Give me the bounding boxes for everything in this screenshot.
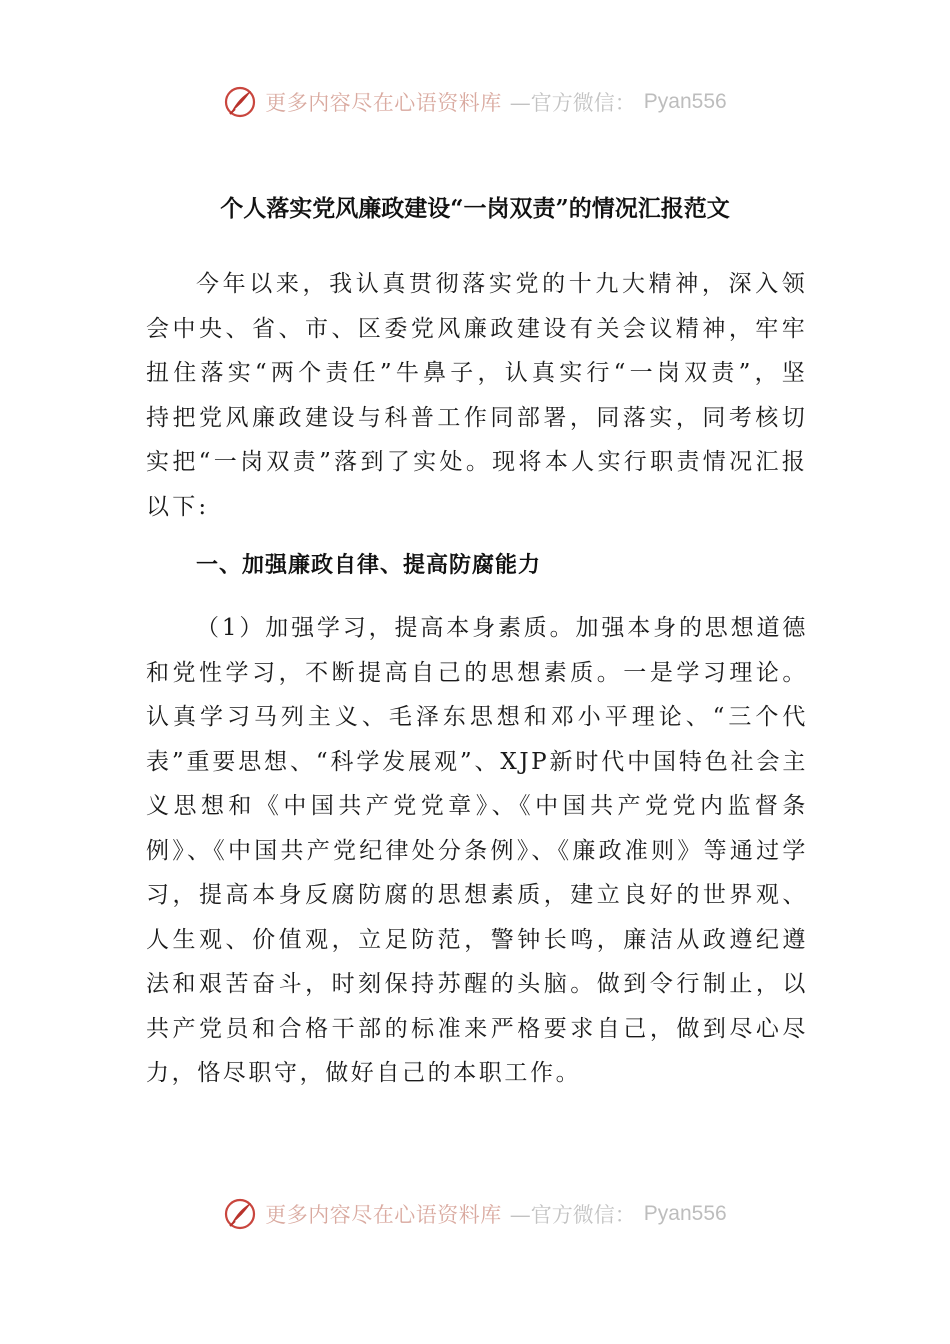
footer-watermark-banner [0,1192,950,1236]
banner-brand-text: 更多内容尽在心语资料库 [265,1203,502,1227]
quill-logo-icon [223,1197,257,1231]
banner-wechat-id: Pyan556 [643,1202,727,1225]
intro-paragraph: 今年以来，我认真贯彻落实党的十九大精神，深入领会中央、省、市、区委党风廉政建设有关会议精神，牢牢扭住落实“两个责任”牛鼻子，认真实行“一岗双责”，坚持把党风廉政建设与科普工作同部署，同落实，同考核切实把“一岗双责”落到了实处。现将本人实行职责情况汇报以下: [146,271,808,520]
banner-brand-text: 更多内容尽在心语资料库 [265,91,502,115]
body-paragraph: （1）加强学习，提高本身素质。加强本身的思想道德和党性学习，不断提高自己的思想素质。一是学习理论。认真学习马列主义、毛泽东思想和邓小平理论、“三个代表”重要思想、“科学发展观”、XJP新时代中国特色社会主义思想和《中国共产党党章》、《中国共产党党内监督条例》、《中国共产党纪律处分条例》、《廉政准则》等通过学习，提高本身反腐防腐的思想素质，建立良好的世界观、人生观、价值观，立足防范，警钟长鸣，廉洁从政遵纪遵法和艰苦奋斗，时刻保持苏醒的头脑。做到令行制止，以共产党员和合格干部的标准来严格要求自己，做到尽心尽力，恪尽职守，做好自己的本职工作。 [146,615,808,1086]
document-title: 个人落实党风廉政建设“一岗双责”的情况汇报范文 [220,195,730,222]
quill-logo-icon [223,85,257,119]
header-watermark-banner [0,80,950,124]
banner-official-label: —官方微信： [509,1203,636,1227]
banner-wechat-id: Pyan556 [643,90,727,113]
section-heading: 一、加强廉政自律、提高防腐能力 [196,553,542,578]
banner-official-label: —官方微信： [509,91,636,115]
